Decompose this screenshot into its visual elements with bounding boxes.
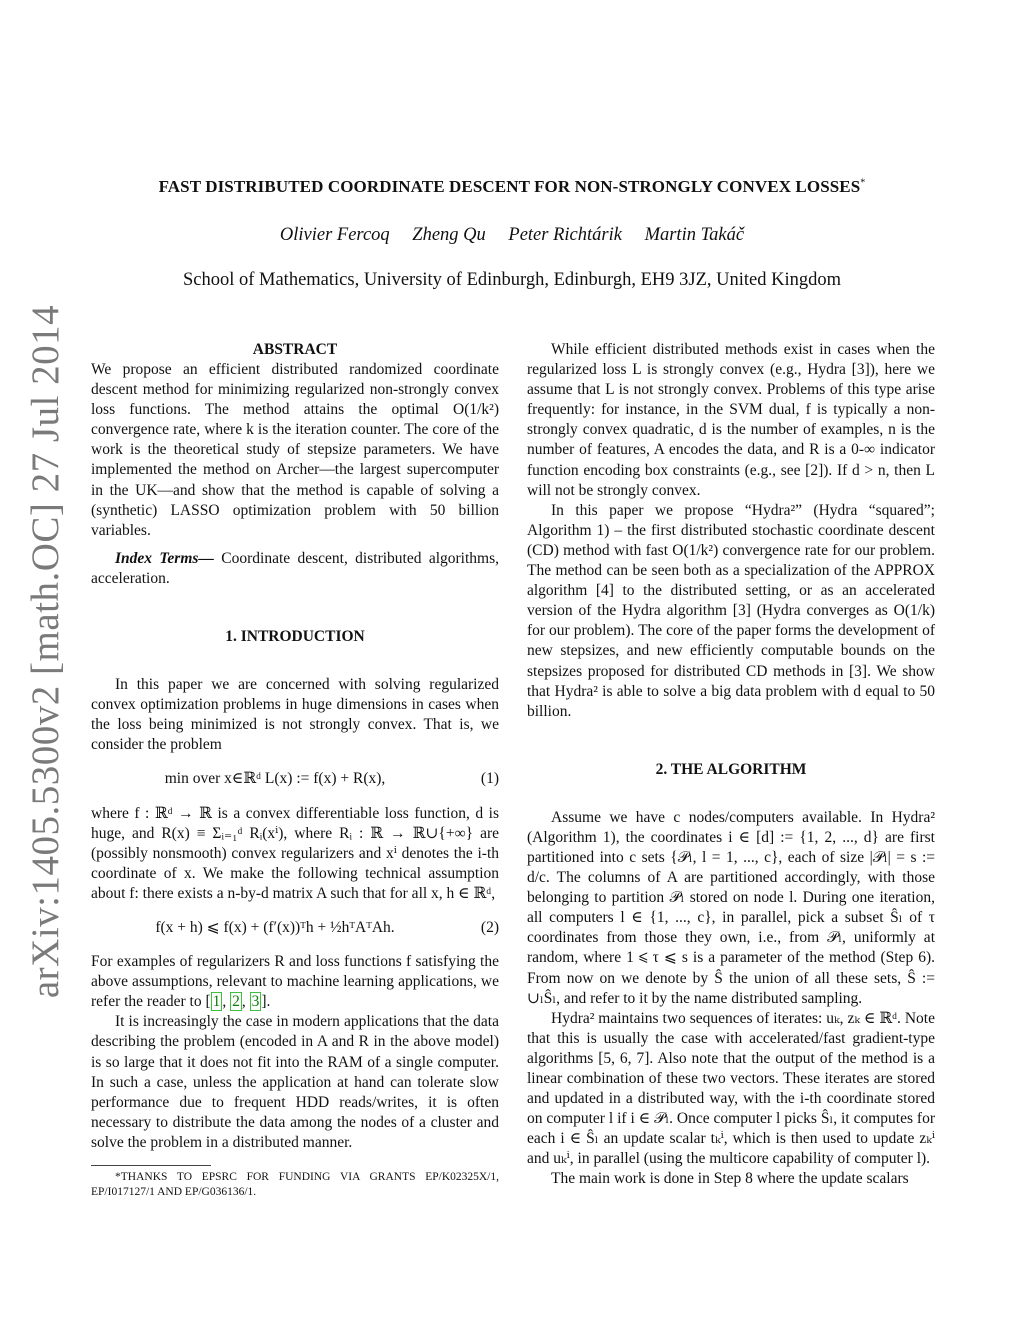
algorithm-paragraph: Hydra² maintains two sequences of iterates: uₖ, zₖ ∈ ℝᵈ. Note that this is usually the case with accelerated/fast gradient-type algorithms [5, 6, 7]. Also note that the output of the method is a linear combination of these two vectors. These iterates are stored and updated in a distributed way, with the i-th coordinate stored on computer l if i ∈ 𝒫ₗ. Once computer l picks Ŝₗ, it computes for each i ∈ Ŝₗ an update scalar tₖⁱ, which is then used to update zₖⁱ and uₖⁱ, in parallel (using the multicore capability of computer l). xyxy=(527,1009,935,1168)
author-list xyxy=(60,225,964,246)
citation-link[interactable]: 3 xyxy=(251,993,260,1011)
arxiv-stamp-text: arXiv:1405.5300v2 [math.OC] 27 Jul 2014 xyxy=(24,304,68,998)
title-footnote-mark: * xyxy=(860,177,866,189)
right-column xyxy=(527,340,935,1190)
affiliation: School of Mathematics, University of Edinburgh, Edinburgh, EH9 3JZ, United Kingdom xyxy=(182,270,842,290)
equation-2 xyxy=(91,918,499,938)
index-terms-text: Coordinate descent, distributed algorithms, acceleration. xyxy=(91,549,499,587)
section-heading-introduction: 1. INTRODUCTION xyxy=(225,628,365,646)
intro-paragraph: In this paper we are concerned with solving regularized convex optimization problems in huge dimensions in cases when the loss being minimized is not strongly convex. That is, we consider the problem xyxy=(91,676,499,754)
equation-1-number: (1) xyxy=(480,770,499,788)
intro-paragraph: where f : ℝᵈ → ℝ is a convex differentiable loss function, d is huge, and R(x) ≡ Σᵢ₌₁ᵈ Rᵢ(xⁱ), where Rᵢ : ℝ → ℝ∪{+∞} are (possibly nonsmooth) convex regularizers and xⁱ denotes the i-th coordinate of x. We make the following technical assumption about f: there exists a n-by-d matrix A such that for all x, h ∈ ℝᵈ, xyxy=(91,804,499,902)
author-name: Peter Richtárik xyxy=(508,225,622,245)
equation-1-body: min over x∈ℝᵈ L(x) := f(x) + R(x), xyxy=(164,770,386,788)
paper-title xyxy=(60,177,964,197)
index-terms-label: Index Terms— xyxy=(115,549,214,567)
intro-text-before-cites: For examples of regularizers R and loss functions f satisfying the above assumptions, relevant to machine learning applications, we refer the reader to [ xyxy=(91,953,499,1011)
paper-title-text: FAST DISTRIBUTED COORDINATE DESCENT FOR NON-STRONGLY CONVEX LOSSES xyxy=(158,177,861,196)
footnote: *THANKS TO EPSRC FOR FUNDING VIA GRANTS EP/K02325X/1, EP/I017127/1 AND EP/G036136/1. xyxy=(91,1171,499,1198)
citation-link[interactable]: 1 xyxy=(212,993,221,1011)
abstract-text: We propose an efficient distributed randomized coordinate descent method for minimizing regularized non-strongly convex loss functions. The method attains the optimal O(1/k²) convergence rate, where k is the iteration counter. The core of the work is the theoretical study of stepsize parameters. We have implemented the method on Archer—the largest supercomputer in the UK—and show that the method is capable of solving a (synthetic) LASSO optimization problem with 50 billion variables. xyxy=(91,361,499,539)
index-terms xyxy=(91,549,499,589)
equation-1 xyxy=(91,769,499,789)
intro-paragraph: It is increasingly the case in modern applications that the data describing the problem (encoded in A and R in the above model) is so large that it does not fit into the RAM of a single computer. In such a case, unless the application at hand can tolerate slow performance due to frequent HDD reads/writes, it is often necessary to distribute the data among the nodes of a cluster and solve the problem in a distributed manner. xyxy=(91,1013,499,1151)
section-heading-algorithm: 2. THE ALGORITHM xyxy=(655,760,807,778)
equation-2-body: f(x + h) ⩽ f(x) + (f′(x))ᵀh + ½hᵀAᵀAh. xyxy=(155,918,395,936)
intro-paragraph: In this paper we propose “Hydra²” (Hydra “squared”; Algorithm 1) – the first distributed stochastic coordinate descent (CD) method with fast O(1/k²) convergence rate for our problem. The method can be seen both as a specialization of the APPROX algorithm [4] to the distributed setting, or as an accelerated version of the Hydra algorithm [3] (Hydra converges as O(1/k) for our problem). The core of the paper forms the development of new stepsizes, and new efficiently computable bounds on the stepsizes proposed for distributed CD methods in [3]. We show that Hydra² is able to solve a big data problem with d equal to 50 billion. xyxy=(527,501,935,720)
intro-text-after-cites: ]. xyxy=(261,993,271,1011)
citation-link[interactable]: 2 xyxy=(232,993,240,1011)
author-name: Olivier Fercoq xyxy=(279,225,390,245)
left-column xyxy=(91,340,499,1200)
intro-paragraph: While efficient distributed methods exist in cases when the regularized loss L is strongly convex (e.g., Hydra [3]), here we assume that L is not strongly convex. Problems of this type arise frequently: for instance, in the SVM dual, f is typically a non-strongly convex quadratic, d is the number of examples, n is the number of features, A encodes the data, and R is a 0-∞ indicator function encoding box constraints (e.g., see [2]). If d > n, then L will not be strongly convex. xyxy=(527,341,935,499)
intro-paragraph: For examples of regularizers R and loss functions f satisfying the above assumptions, relevant to machine learning applications, we refer the reader to [ 1 , 2 , 3 ]. xyxy=(91,953,499,1011)
algorithm-paragraph: The main work is done in Step 8 where the update scalars xyxy=(551,1170,909,1188)
algorithm-paragraph: Assume we have c nodes/computers available. In Hydra² (Algorithm 1), the coordinates i ∈ [d] := {1, 2, ..., d} are first partitioned into c sets {𝒫ₗ, l = 1, ..., c}, each of size |𝒫ₗ| = s := d/c. The columns of A are partitioned accordingly, with those belonging to partition 𝒫ₗ stored on node l. During one iteration, all computers l ∈ {1, ..., c}, in parallel, pick a subset Ŝₗ of τ coordinates from those they own, i.e., from 𝒫ₗ, uniformly at random, where 1 ⩽ τ ⩽ s is a parameter of the method (Step 6). From now on we denote by Ŝ the union of all these sets, Ŝ := ∪ₗŜₗ, and refer to it by the name distributed sampling. xyxy=(527,808,935,1007)
footnote-rule xyxy=(91,1165,211,1166)
equation-2-number: (2) xyxy=(480,918,499,936)
arxiv-stamp xyxy=(19,304,73,998)
author-name: Zheng Qu xyxy=(412,225,486,245)
author-name: Martin Takáč xyxy=(644,225,745,245)
abstract-heading: ABSTRACT xyxy=(252,341,338,358)
